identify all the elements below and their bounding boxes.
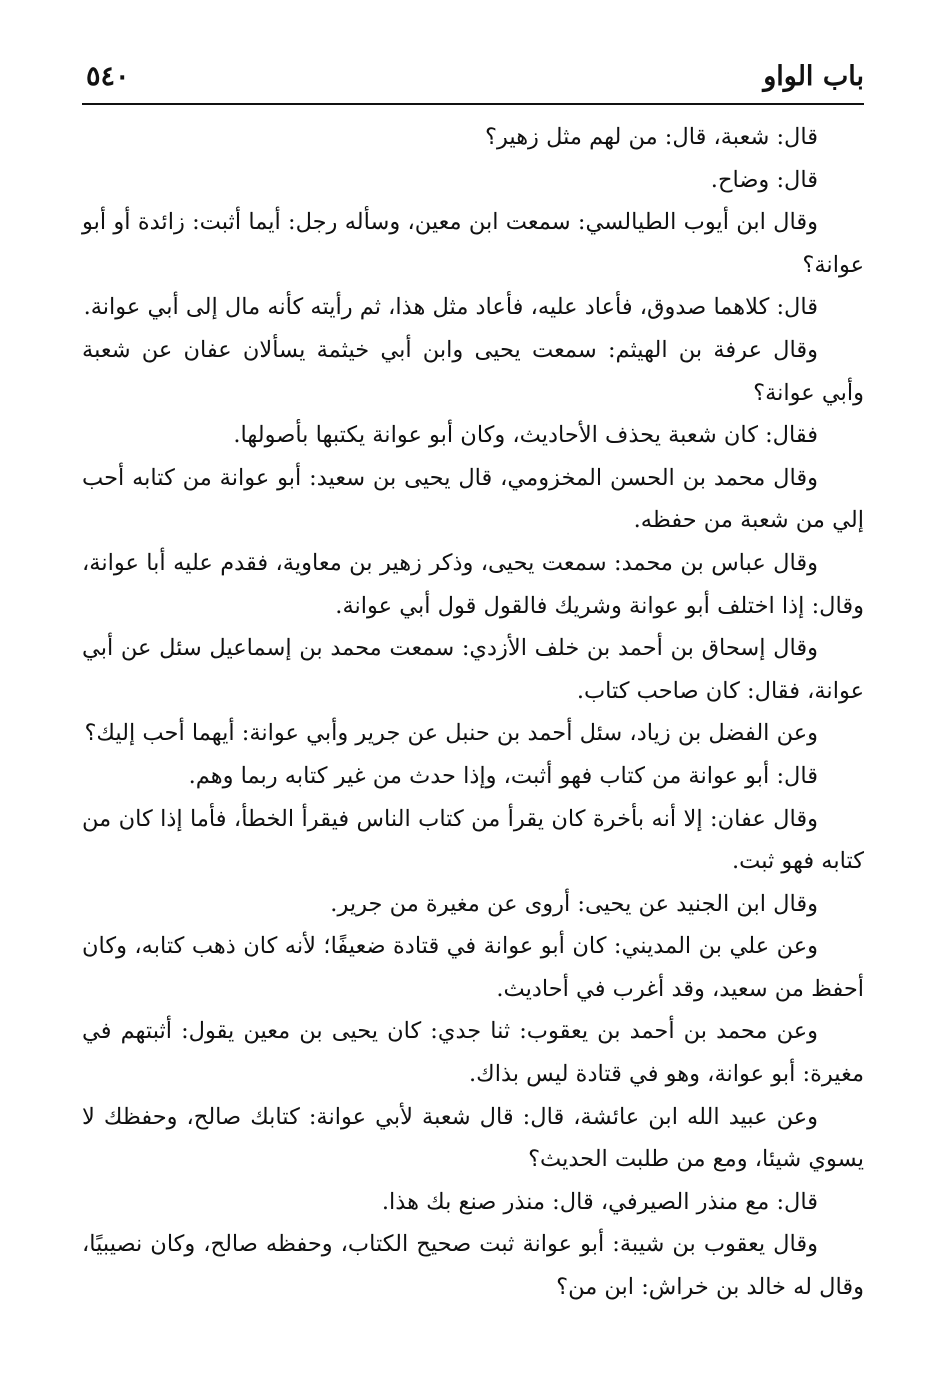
paragraph: قال: وضاح. bbox=[710, 166, 818, 193]
paragraph: قال: شعبة، قال: من لهم مثل زهير؟ bbox=[485, 124, 818, 150]
paragraph: وقال عفان: إلا أنه بأخرة كان يقرأ من كتاب الناس فيقرأ الخطأ، فأما إذا كان من كتابه فهو ثبت. bbox=[82, 805, 864, 875]
paragraph: قال: مع منذر الصيرفي، قال: منذر صنع بك هذا. bbox=[381, 1188, 818, 1215]
paragraph: وقال إسحاق بن أحمد بن خلف الأزدي: سمعت محمد بن إسماعيل سئل عن أبي عوانة، فقال: كان صاحب كتاب. bbox=[82, 635, 864, 704]
paragraph: وقال ابن أيوب الطيالسي: سمعت ابن معين، وسأله رجل: أيما أثبت: زائدة أو أبو عوانة؟ bbox=[82, 209, 864, 278]
paragraph: وعن عبيد الله ابن عائشة، قال: قال شعبة لأبي عوانة: كتابك صالح، وحفظك لا يسوي شيئا، ومع من طلبت الحديث؟ bbox=[82, 1103, 864, 1173]
paragraph: وقال ابن الجنيد عن يحيى: أروى عن مغيرة من جرير. bbox=[330, 890, 818, 917]
chapter-title: باب الواو bbox=[763, 61, 864, 92]
page-number: ٥٤٠ bbox=[86, 61, 130, 92]
paragraph: وقال يعقوب بن شيبة: أبو عوانة ثبت صحيح الكتاب، وحفظه صالح، وكان نصيبيًا، وقال له خالد بن خراش: ابن من؟ bbox=[82, 1231, 864, 1301]
paragraph: وقال محمد بن الحسن المخزومي، قال يحيى بن سعيد: أبو عوانة من كتابه أحب إلي من شعبة من حفظه. bbox=[82, 464, 864, 534]
paragraph: فقال: كان شعبة يحذف الأحاديث، وكان أبو عوانة يكتبها بأصولها. bbox=[233, 422, 818, 449]
running-header bbox=[82, 60, 864, 100]
paragraph: وعن محمد بن أحمد بن يعقوب: ثنا جدي: كان يحيى بن معين يقول: أثبتهم في مغيرة: أبو عوانة، وهو في قتادة ليس بذاك. bbox=[82, 1018, 864, 1088]
paragraph: وقال عباس بن محمد: سمعت يحيى، وذكر زهير بن معاوية، فقدم عليه أبا عوانة، وقال: إذا اختلف أبو عوانة وشريك فالقول قول أبي عوانة. bbox=[82, 549, 864, 619]
header-divider bbox=[82, 103, 864, 105]
body-text bbox=[82, 116, 864, 1309]
paragraph: وعن الفضل بن زياد، سئل أحمد بن حنبل عن جرير وأبي عوانة: أيهما أحب إليك؟ bbox=[84, 720, 818, 747]
paragraph: وقال عرفة بن الهيثم: سمعت يحيى وابن أبي خيثمة يسألان عفان عن شعبة وأبي عوانة؟ bbox=[82, 336, 864, 406]
paragraph: وعن علي بن المديني: كان أبو عوانة في قتادة ضعيفًا؛ لأنه كان ذهب كتابه، وكان أحفظ من سعيد، وقد أغرب في أحاديث. bbox=[82, 933, 864, 1002]
paragraph: قال: أبو عوانة من كتاب فهو أثبت، وإذا حدث من غير كتابه ربما وهم. bbox=[188, 762, 818, 789]
paragraph: قال: كلاهما صدوق، فأعاد عليه، فأعاد مثل هذا، ثم رأيته كأنه مال إلى أبي عوانة. bbox=[83, 294, 818, 321]
